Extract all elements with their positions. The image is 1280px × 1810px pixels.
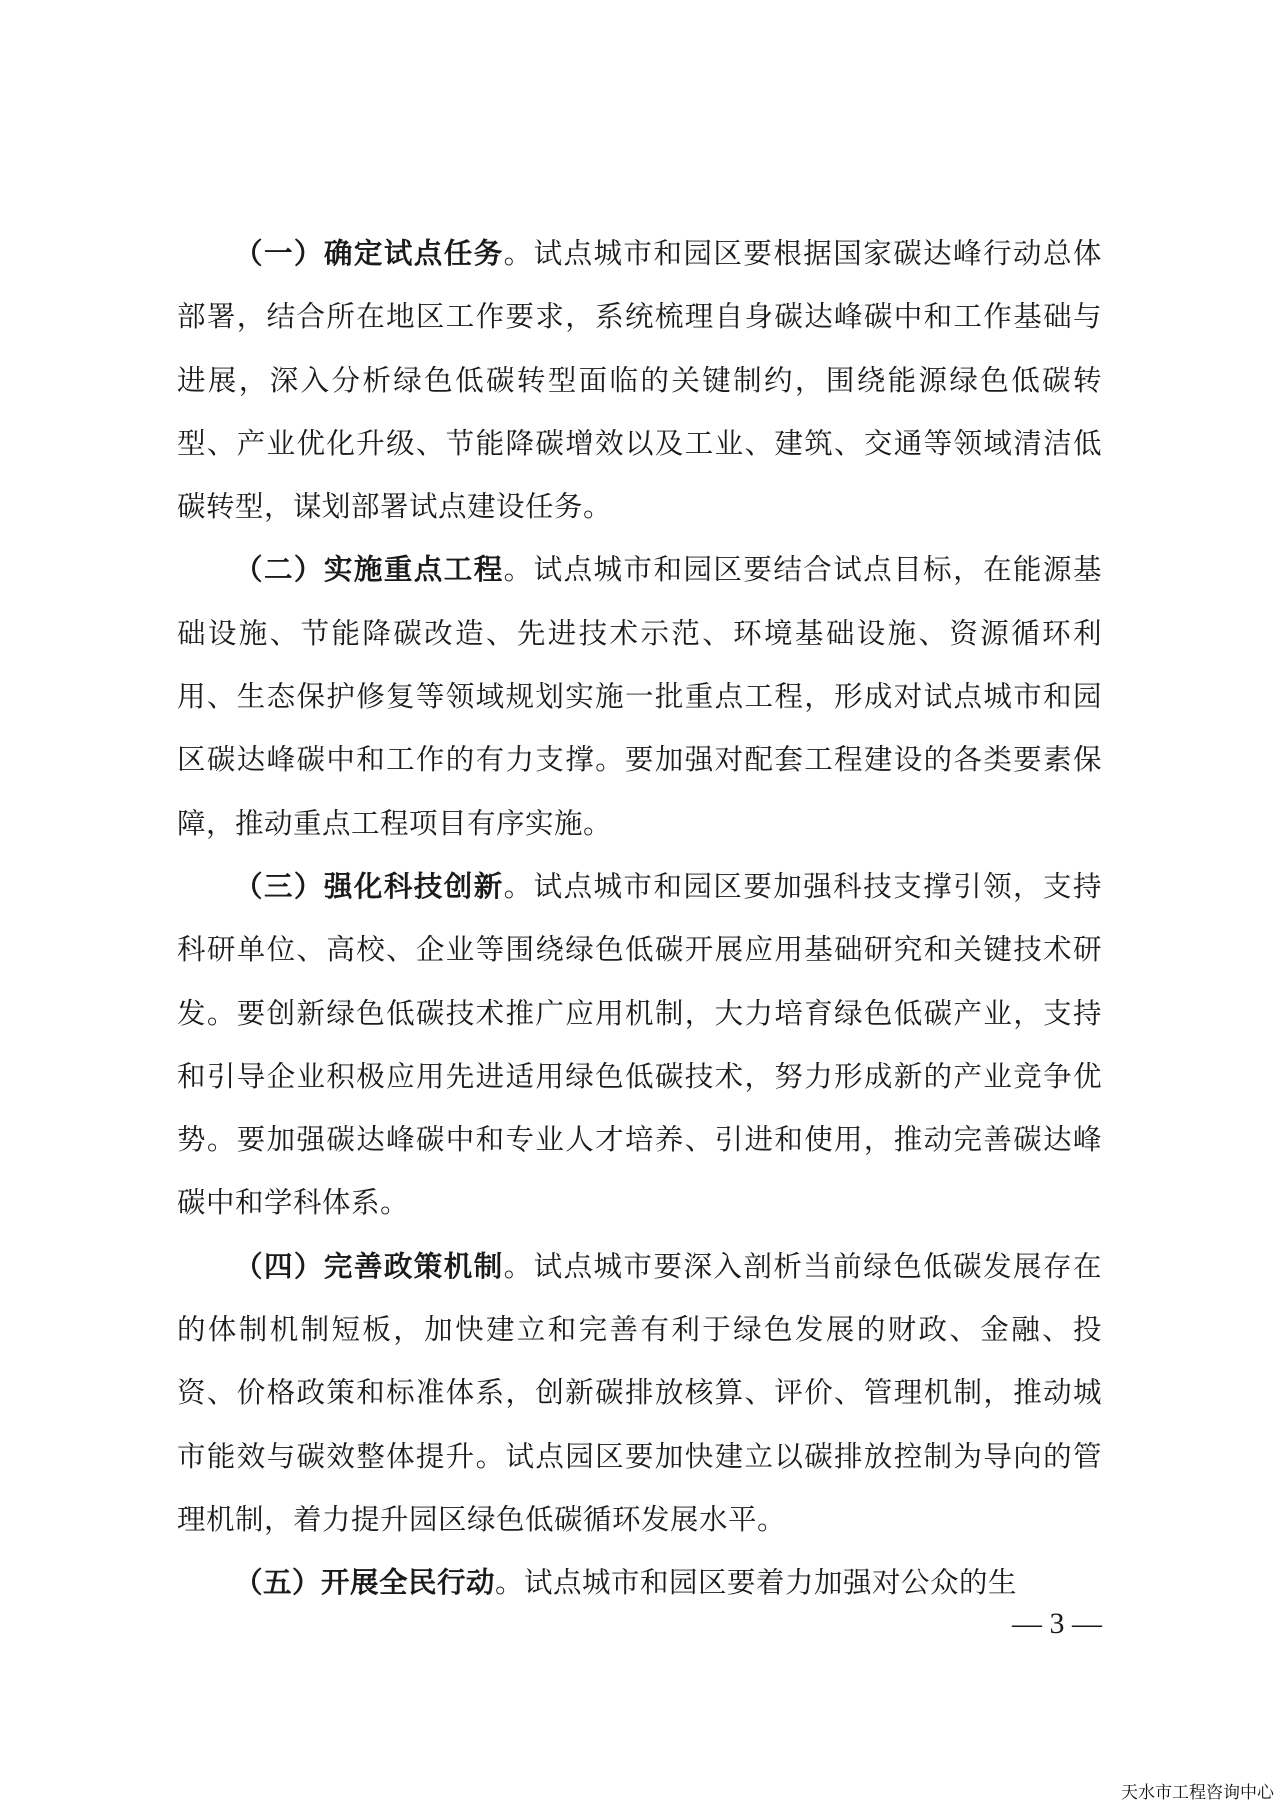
page-number: — 3 — — [1012, 1607, 1102, 1640]
paragraph-2-text: 。试点城市和园区要结合试点目标，在能源基础设施、节能降碳改造、先进技术示范、环境基础设施、资源循环利用、生态保护修复等领域规划实施一批重点工程，形成对试点城市和园区碳达峰碳中和工作的有力支撑。要加强对配套工程建设的各类要素保障，推动重点工程项目有序实施。 — [177, 553, 1102, 840]
paragraph-3-heading: （三）强化科技创新 — [234, 868, 504, 903]
paragraph-4-heading: （四）完善政策机制 — [234, 1248, 504, 1283]
paragraph-5-heading: （五）开展全民行动 — [234, 1565, 496, 1600]
paragraph-1-heading: （一）确定试点任务 — [234, 236, 504, 270]
paragraph-5-text: 。试点城市和园区要着力加强对公众的生 — [495, 1566, 1018, 1600]
paragraph-4-text: 。试点城市要深入剖析当前绿色低碳发展存在的体制机制短板，加快建立和完善有利于绿色发展的财政、金融、投资、价格政策和标准体系，创新碳排放核算、评价、管理机制，推动城市能效与碳效整体提升。试点园区要加快建立以碳排放控制为导向的管理机制，着力提升园区绿色低碳循环发展水平。 — [177, 1249, 1102, 1536]
paragraph-1-text: 。试点城市和园区要根据国家碳达峰行动总体部署，结合所在地区工作要求，系统梳理自身碳达峰碳中和工作基础与进展，深入分析绿色低碳转型面临的关键制约，围绕能源绿色低碳转型、产业优化升级、节能降碳增效以及工业、建筑、交通等领域清洁低碳转型，谋划部署试点建设任务。 — [177, 237, 1102, 524]
document-body — [177, 222, 1102, 1615]
paragraph-4 — [177, 1235, 1102, 1551]
paragraph-5 — [177, 1551, 1102, 1614]
watermark-text: 天水市工程咨询中心 — [1121, 1783, 1274, 1803]
paragraph-3-text: 。试点城市和园区要加强科技支撑引领，支持科研单位、高校、企业等围绕绿色低碳开展应用基础研究和关键技术研发。要创新绿色低碳技术推广应用机制，大力培育绿色低碳产业，支持和引导企业积极应用先进适用绿色低碳技术，努力形成新的产业竞争优势。要加强碳达峰碳中和专业人才培养、引进和使用，推动完善碳达峰碳中和学科体系。 — [177, 869, 1102, 1220]
paragraph-2-heading: （二）实施重点工程 — [234, 552, 504, 587]
paragraph-3 — [177, 855, 1102, 1235]
paragraph-1 — [177, 222, 1102, 538]
paragraph-2 — [177, 538, 1102, 854]
